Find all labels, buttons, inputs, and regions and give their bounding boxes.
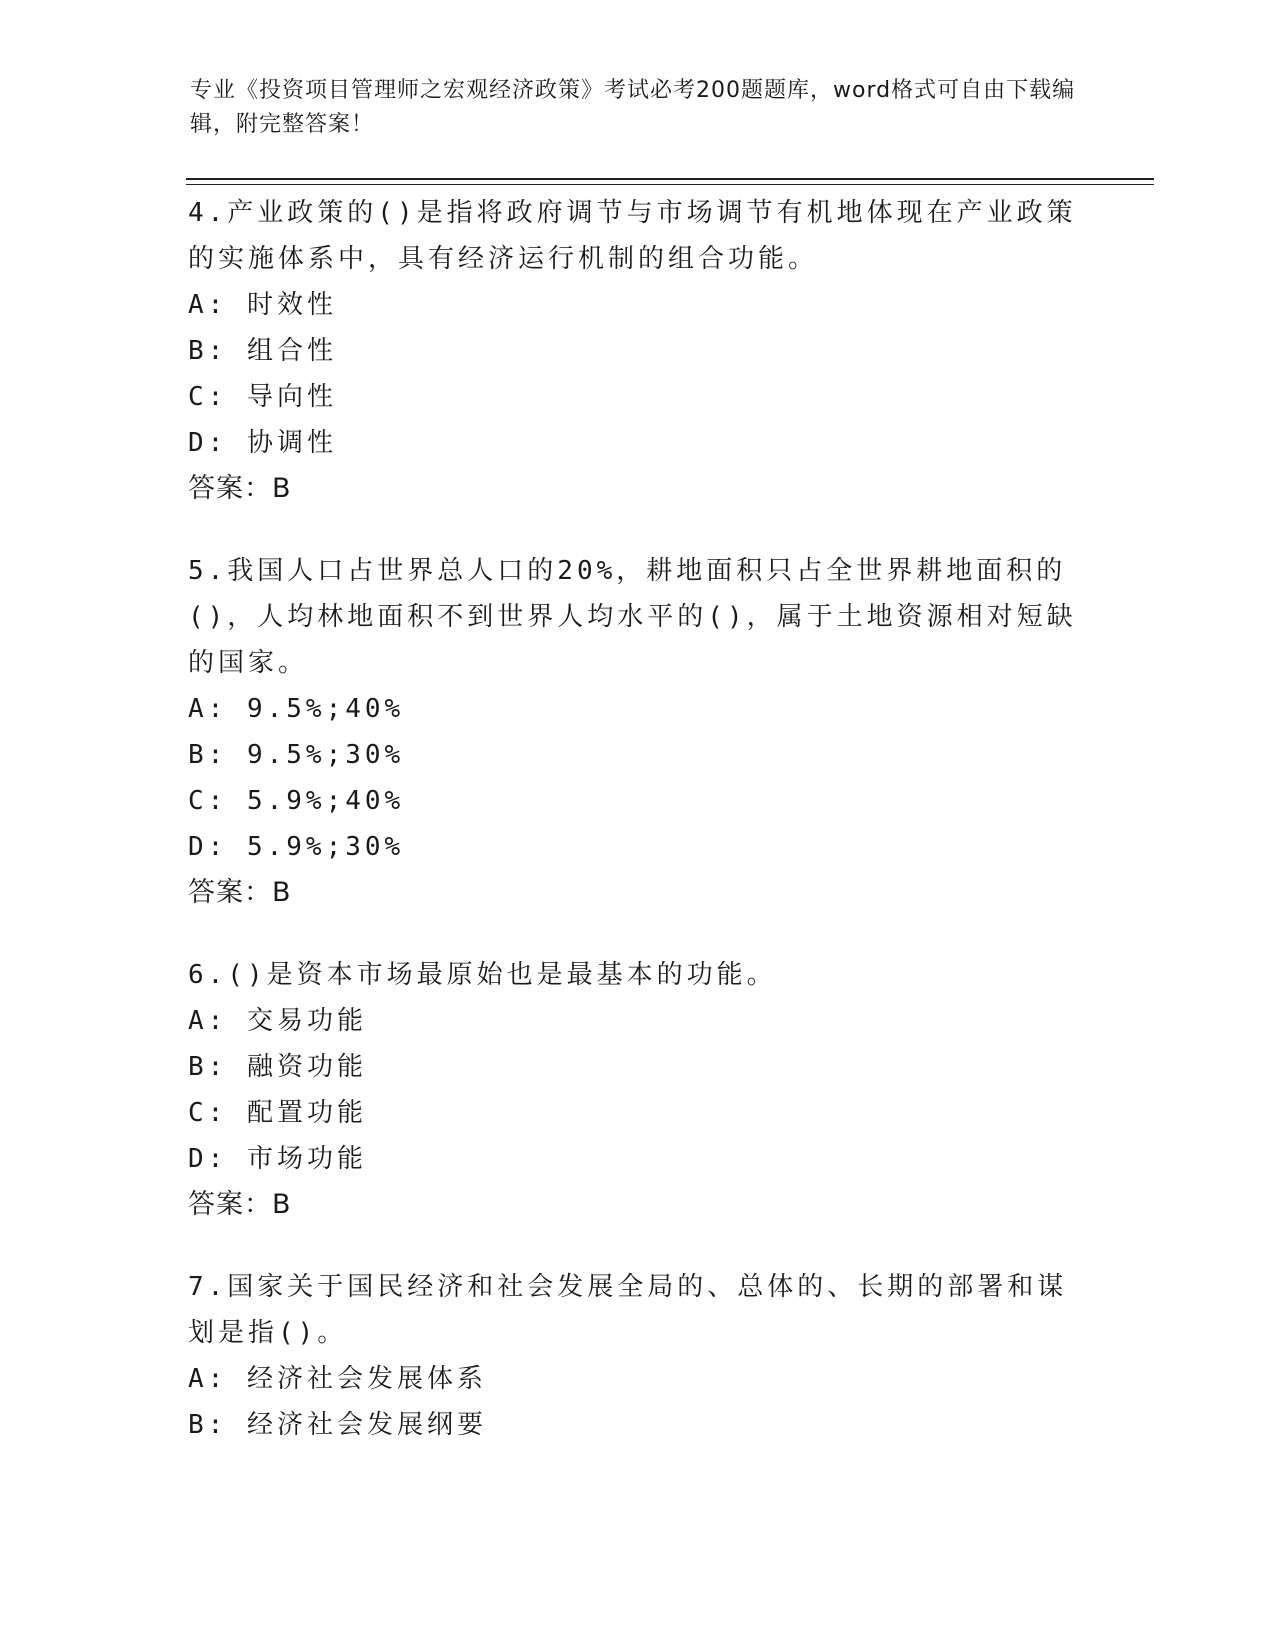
- document-header: 专业《投资项目管理师之宏观经济政策》考试必考200题题库，word格式可自由下载编辑，附完整答案！: [190, 78, 1076, 137]
- question-6: [188, 952, 1088, 1228]
- question-text: 7.国家关于国民经济和社会发展全局的、总体的、长期的部署和谋划是指()。: [188, 1272, 1068, 1348]
- question-7: [188, 1264, 1088, 1448]
- option-a: A: 9.5%;40%: [188, 694, 405, 724]
- option-list: [188, 282, 1088, 466]
- option-b: B: 组合性: [188, 336, 337, 366]
- header-divider-thin: [186, 184, 1154, 185]
- option-c: C: 配置功能: [188, 1098, 367, 1128]
- question-4: [188, 190, 1088, 512]
- question-list: [188, 190, 1088, 1484]
- option-d: D: 5.9%;30%: [188, 832, 405, 862]
- answer-line: 答案：B: [188, 473, 292, 504]
- question-5: [188, 548, 1088, 916]
- option-c: C: 导向性: [188, 382, 337, 412]
- option-b: B: 经济社会发展纲要: [188, 1410, 487, 1440]
- option-a: A: 交易功能: [188, 1006, 367, 1036]
- question-text: 6.()是资本市场最原始也是最基本的功能。: [188, 960, 777, 990]
- option-b: B: 融资功能: [188, 1052, 367, 1082]
- option-c: C: 5.9%;40%: [188, 786, 405, 816]
- option-a: A: 经济社会发展体系: [188, 1364, 487, 1394]
- option-list: [188, 686, 1088, 870]
- question-text: 4.产业政策的()是指将政府调节与市场调节有机地体现在产业政策的实施体系中，具有经济运行机制的组合功能。: [188, 198, 1077, 274]
- option-b: B: 9.5%;30%: [188, 740, 405, 770]
- option-list: [188, 998, 1088, 1182]
- option-d: D: 市场功能: [188, 1144, 367, 1174]
- option-a: A: 时效性: [188, 290, 337, 320]
- option-d: D: 协调性: [188, 428, 337, 458]
- option-list: [188, 1356, 1088, 1448]
- question-text: 5.我国人口占世界总人口的20%，耕地面积只占全世界耕地面积的()，人均林地面积不到世界人均水平的()，属于土地资源相对短缺的国家。: [188, 556, 1077, 678]
- header-divider-thick: [186, 178, 1154, 180]
- answer-line: 答案：B: [188, 1189, 292, 1220]
- answer-line: 答案：B: [188, 877, 292, 908]
